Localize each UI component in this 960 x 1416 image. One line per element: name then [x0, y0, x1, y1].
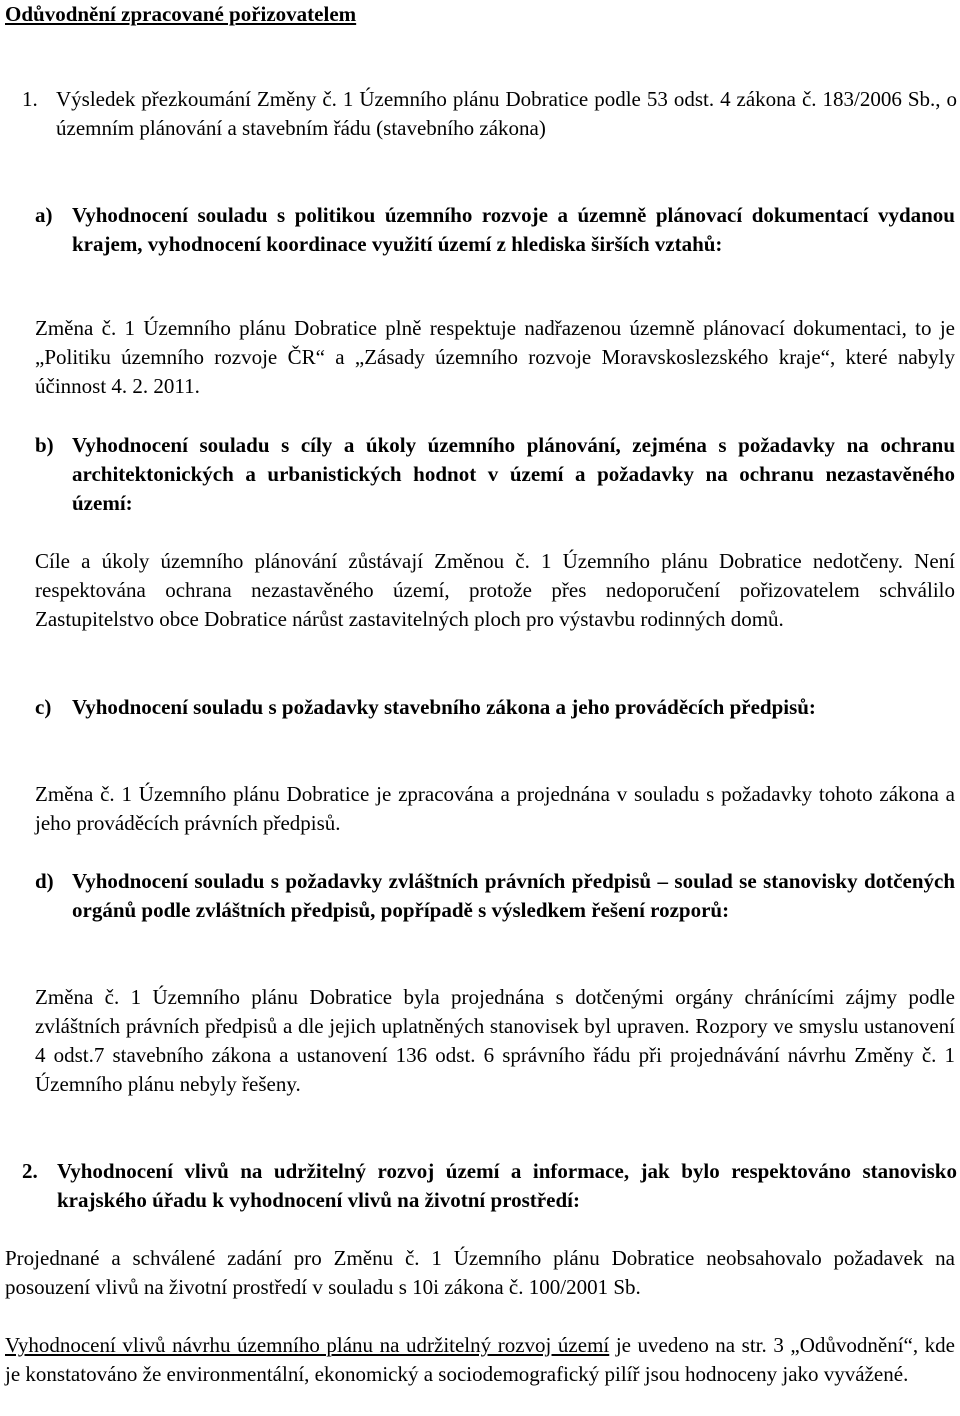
subsection-a-heading-block	[35, 201, 955, 259]
subsection-d-label: d)	[35, 869, 54, 893]
subsection-c-text: Změna č. 1 Územního plánu Dobratice je zpracována a projednána v souladu s požadavky tohoto zákona a jeho prováděcích právních předpisů.	[35, 782, 955, 835]
section-1-number: 1.	[22, 87, 38, 111]
subsection-c-label: c)	[35, 695, 52, 719]
section-2-text: Projednané a schválené zadání pro Změnu č. 1 Územního plánu Dobratice neobsahovalo požadavek na posouzení vlivů na životní prostředí v souladu s 10i zákona č. 100/2001 Sb.	[5, 1246, 955, 1299]
subsection-b-heading-block	[35, 431, 955, 518]
subsection-d-heading: Vyhodnocení souladu s požadavky zvláštních právních předpisů – soulad se stanovisky dotčených orgánů podle zvláštních předpisů, popřípadě s výsledkem řešení rozporů:	[72, 869, 955, 922]
subsection-d-heading-block	[35, 867, 955, 925]
section-2-underlined-link: Vyhodnocení vlivů návrhu územního plánu na udržitelný rozvoj území	[5, 1333, 610, 1357]
section-2-heading-block	[22, 1157, 957, 1215]
subsection-d-text: Změna č. 1 Územního plánu Dobratice byla projednána s dotčenými orgány chránícími zájmy podle zvláštních právních předpisů a dle jejich uplatněných stanovisek byl upraven. Rozpory ve smyslu ustanovení 4 odst.7 stavebního zákona a ustanovení 136 odst. 6 správního řádu při projednávání návrhu Změny č. 1 Územního plánu nebyly řešeny.	[35, 985, 955, 1096]
section-2-number: 2.	[22, 1159, 38, 1183]
section-2-heading: Vyhodnocení vlivů na udržitelný rozvoj území a informace, jak bylo respektováno stanovisko krajského úřadu k vyhodnocení vlivů na životní prostředí:	[57, 1159, 957, 1212]
subsection-b-text: Cíle a úkoly územního plánování zůstávají Změnou č. 1 Územního plánu Dobratice nedotčeny. Není respektována ochrana nezastavěného území, protože přes nedoporučení pořizovatelem schválilo Zastupitelstvo obce Dobratice nárůst zastavitelných ploch pro výstavbu rodinných domů.	[35, 549, 955, 631]
section-2-text-2-rest: je uvedeno na str. 3 „Odůvodnění“, kde je konstatováno že environmentální, ekonomický a sociodemografický pilíř jsou hodnoceny jako vyvážené.	[5, 1333, 955, 1386]
document-title: Odůvodnění zpracované pořizovatelem	[5, 2, 357, 26]
subsection-a-label: a)	[35, 203, 53, 227]
subsection-c-heading-block	[35, 693, 955, 722]
section-1-heading: Výsledek přezkoumání Změny č. 1 Územního plánu Dobratice podle 53 odst. 4 zákona č. 183/2006 Sb., o územním plánování a stavebním řádu (stavebního zákona)	[56, 87, 957, 140]
subsection-a-text: Změna č. 1 Územního plánu Dobratice plně respektuje nadřazenou územně plánovací dokumentaci, to je „Politiku územního rozvoje ČR“ a „Zásady územního rozvoje Moravskoslezského kraje“, které nabyly účinnost 4. 2. 2011.	[35, 316, 955, 398]
section-2-text-2	[5, 1331, 955, 1389]
subsection-b-label: b)	[35, 433, 54, 457]
subsection-a-heading: Vyhodnocení souladu s politikou územního rozvoje a územně plánovací dokumentací vydanou krajem, vyhodnocení koordinace využití území z hlediska širších vztahů:	[72, 203, 955, 256]
subsection-b-heading: Vyhodnocení souladu s cíly a úkoly územního plánování, zejména s požadavky na ochranu architektonických a urbanistických hodnot v území a požadavky na ochranu nezastavěného území:	[72, 433, 955, 515]
section-1	[22, 85, 957, 143]
subsection-c-heading: Vyhodnocení souladu s požadavky stavebního zákona a jeho prováděcích předpisů:	[72, 695, 816, 719]
